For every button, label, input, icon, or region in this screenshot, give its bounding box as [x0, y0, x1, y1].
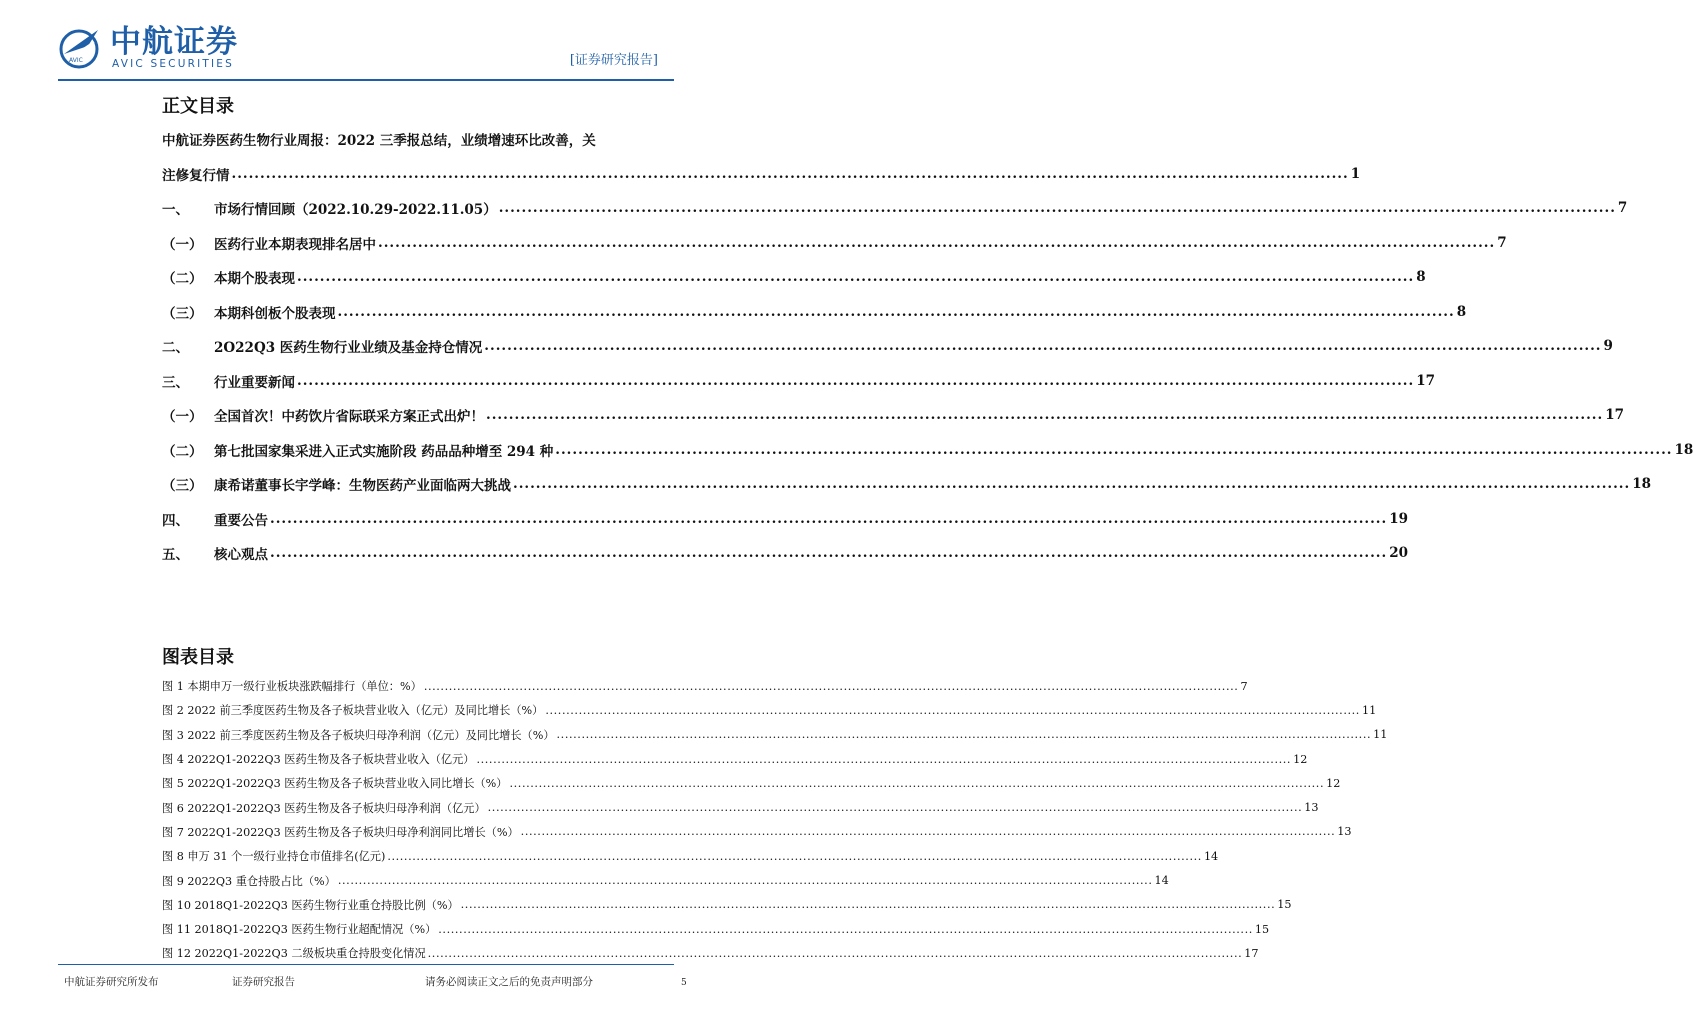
- figure-entry-text: 图 2 2022 前三季度医药生物及各子板块营业收入（亿元）及同比增长（%）: [162, 704, 544, 718]
- toc-entry[interactable]: [162, 536, 1408, 571]
- toc-leader: [499, 200, 1616, 216]
- toc-entry-page: 19: [1389, 510, 1408, 527]
- figure-entry-text: 图 11 2018Q1-2022Q3 医药生物行业超配情况（%）: [162, 923, 437, 937]
- figure-entry-page: 14: [1154, 874, 1169, 888]
- toc-leader: [513, 476, 1630, 492]
- toc-entry-page: 9: [1603, 338, 1613, 355]
- toc-leader: [378, 235, 1495, 251]
- toc-entry[interactable]: [162, 157, 1361, 192]
- toc-entry-text: 第七批国家集采进入正式实施阶段 药品品种增至 294 种: [214, 443, 554, 460]
- toc-entry[interactable]: [162, 467, 1651, 502]
- toc-entry-number: 三、: [162, 374, 189, 391]
- figure-entry-text: 图 5 2022Q1-2022Q3 医药生物及各子板块营业收入同比增长（%）: [162, 777, 508, 791]
- toc-entry-number: （二）: [162, 271, 203, 288]
- toc-entry[interactable]: [162, 226, 1507, 261]
- toc-entry-page: 20: [1389, 545, 1408, 562]
- figure-entry-text: 图 10 2018Q1-2022Q3 医药生物行业重仓持股比例（%）: [162, 898, 459, 912]
- page-header: [0, 0, 724, 86]
- toc-entry[interactable]: [162, 260, 1426, 295]
- toc-leader: [270, 511, 1387, 527]
- figure-entry[interactable]: [162, 795, 1319, 819]
- toc-leader: [297, 269, 1414, 285]
- figure-entry-page: 13: [1304, 801, 1319, 815]
- toc-entry-page: 17: [1416, 372, 1435, 389]
- toc-entry-page: 1: [1350, 165, 1361, 182]
- toc-entry-text: 2O22Q3 医药生物行业业绩及基金持仓情况: [214, 340, 483, 357]
- figure-entry-text: 图 12 2022Q1-2022Q3 二级板块重仓持股变化情况: [162, 947, 426, 961]
- toc-entry-number: （二）: [162, 443, 203, 460]
- figure-leader: [488, 801, 1303, 814]
- toc-entry[interactable]: [162, 364, 1435, 399]
- header-divider: [58, 79, 674, 81]
- figure-leader: [521, 825, 1336, 838]
- logo-chinese-name: 中航证券: [110, 24, 238, 60]
- footer-publisher: 中航证券研究所发布: [64, 976, 159, 988]
- toc-entry-text: 核心观点: [214, 547, 268, 564]
- figure-leader: [438, 923, 1253, 936]
- figure-entry[interactable]: [162, 674, 1248, 698]
- figure-entry-text: 图 1 本期申万一级行业板块涨跌幅排行（单位：%）: [162, 680, 422, 694]
- company-logo: [58, 24, 258, 74]
- toc-entry-number: 四、: [162, 512, 189, 529]
- footer-doc-type: 证券研究报告: [232, 976, 295, 988]
- page-number: 5: [681, 978, 687, 988]
- figure-entry-page: 13: [1337, 825, 1352, 839]
- toc-entry[interactable]: [162, 502, 1408, 537]
- toc-entry-page: 8: [1456, 303, 1467, 320]
- figure-entry[interactable]: [162, 844, 1219, 868]
- toc-entry-number: 二、: [162, 340, 189, 357]
- toc-entry-text: 本期科创板个股表现: [214, 305, 336, 322]
- toc-leader: [338, 304, 1455, 320]
- figure-entry[interactable]: [162, 917, 1270, 941]
- toc-entry-text: 中航证券医药生物行业周报：2022 三季报总结，业绩增速环比改善，关: [162, 133, 596, 150]
- figure-entry[interactable]: [162, 820, 1352, 844]
- figure-leader: [387, 850, 1202, 863]
- figure-entry[interactable]: [162, 771, 1341, 795]
- toc-entry-text: 本期个股表现: [214, 271, 295, 288]
- footer-disclaimer: 请务必阅读正文之后的免责声明部分: [425, 976, 593, 988]
- logo-english-name: AVIC SECURITIES: [112, 58, 234, 70]
- toc-entry-page: 7: [1497, 234, 1507, 251]
- figure-toc-list: [162, 674, 1388, 966]
- toc-entry-number: （三）: [162, 478, 203, 495]
- toc-entry[interactable]: [162, 329, 1613, 364]
- toc-leader: [555, 442, 1672, 458]
- figure-entry[interactable]: [162, 723, 1388, 747]
- toc-entry-page: 18: [1674, 441, 1693, 458]
- toc-leader: [232, 166, 1349, 182]
- toc-entry-text: 康希诺董事长宇学峰：生物医药产业面临两大挑战: [214, 478, 511, 495]
- toc-leader: [270, 545, 1387, 561]
- figure-entry-text: 图 4 2022Q1-2022Q3 医药生物及各子板块营业收入（亿元）: [162, 753, 475, 767]
- figure-entry-text: 图 7 2022Q1-2022Q3 医药生物及各子板块归母净利润同比增长（%）: [162, 825, 519, 839]
- toc-entry-text: 行业重要新闻: [214, 374, 295, 391]
- toc-entry-text: 注修复行情: [162, 167, 230, 184]
- toc-leader: [297, 373, 1414, 389]
- toc-entry-number: 一、: [162, 202, 189, 219]
- footer-divider: [58, 964, 674, 965]
- toc-entry-page: 7: [1617, 200, 1628, 217]
- figure-leader: [557, 728, 1372, 741]
- toc-entry-text: 市场行情回顾（2022.10.29-2022.11.05）: [214, 202, 497, 219]
- figure-leader: [338, 874, 1153, 887]
- figure-entry-page: 11: [1361, 703, 1377, 717]
- toc-entry[interactable]: [162, 295, 1467, 330]
- toc-entry[interactable]: [162, 398, 1624, 433]
- toc-entry[interactable]: [162, 433, 1693, 468]
- figure-entry-page: 12: [1326, 776, 1341, 790]
- toc-entry-page: 17: [1605, 407, 1624, 424]
- toc-entry-page: 8: [1416, 269, 1426, 286]
- toc-entry[interactable]: [162, 122, 630, 157]
- figure-leader: [509, 777, 1324, 790]
- avic-logo-icon: [58, 24, 104, 70]
- figure-leader: [545, 704, 1360, 717]
- figure-entry[interactable]: [162, 893, 1292, 917]
- figure-leader: [428, 947, 1243, 960]
- figure-entry[interactable]: [162, 941, 1259, 965]
- logo-badge-text: AVIC: [69, 57, 83, 64]
- figure-entry-text: 图 3 2022 前三季度医药生物及各子板块归母净利润（亿元）及同比增长（%）: [162, 728, 555, 742]
- figure-entry-text: 图 8 申万 31 个一级行业持仓市值排名(亿元): [162, 850, 386, 864]
- toc-entry-number: 五、: [162, 547, 189, 564]
- main-toc-list: [162, 122, 1693, 571]
- figure-entry[interactable]: [162, 747, 1308, 771]
- figure-entry-text: 图 6 2022Q1-2022Q3 医药生物及各子板块归母净利润（亿元）: [162, 801, 486, 815]
- figure-entry-page: 17: [1244, 946, 1259, 960]
- toc-entry-number: （三）: [162, 305, 203, 322]
- figure-leader: [424, 680, 1239, 693]
- figure-entry-page: 7: [1240, 679, 1248, 693]
- toc-entry-text: 重要公告: [214, 512, 268, 529]
- figure-entry-page: 12: [1293, 752, 1308, 766]
- toc-entry-page: 18: [1632, 476, 1651, 493]
- figure-entry[interactable]: [162, 868, 1169, 892]
- toc-entry[interactable]: [162, 191, 1628, 226]
- figure-toc-title: 图表目录: [162, 647, 234, 668]
- toc-leader: [486, 407, 1603, 423]
- toc-entry-text: 全国首次！中药饮片省际联采方案正式出炉！: [214, 409, 484, 426]
- toc-entry-number: （一）: [162, 409, 203, 426]
- figure-entry-text: 图 9 2022Q3 重仓持股占比（%）: [162, 874, 336, 888]
- toc-entry-text: 医药行业本期表现排名居中: [214, 236, 376, 253]
- report-type-tag: [证券研究报告]: [569, 53, 658, 68]
- figure-entry-page: 11: [1373, 728, 1388, 742]
- figure-entry-page: 15: [1277, 898, 1292, 912]
- figure-leader: [476, 753, 1291, 766]
- figure-entry[interactable]: [162, 698, 1377, 722]
- figure-leader: [461, 898, 1276, 911]
- figure-entry-page: 14: [1203, 849, 1219, 863]
- main-toc-title: 正文目录: [162, 96, 234, 117]
- figure-entry-page: 15: [1254, 922, 1270, 936]
- toc-leader: [484, 338, 1601, 354]
- toc-entry-number: （一）: [162, 236, 203, 253]
